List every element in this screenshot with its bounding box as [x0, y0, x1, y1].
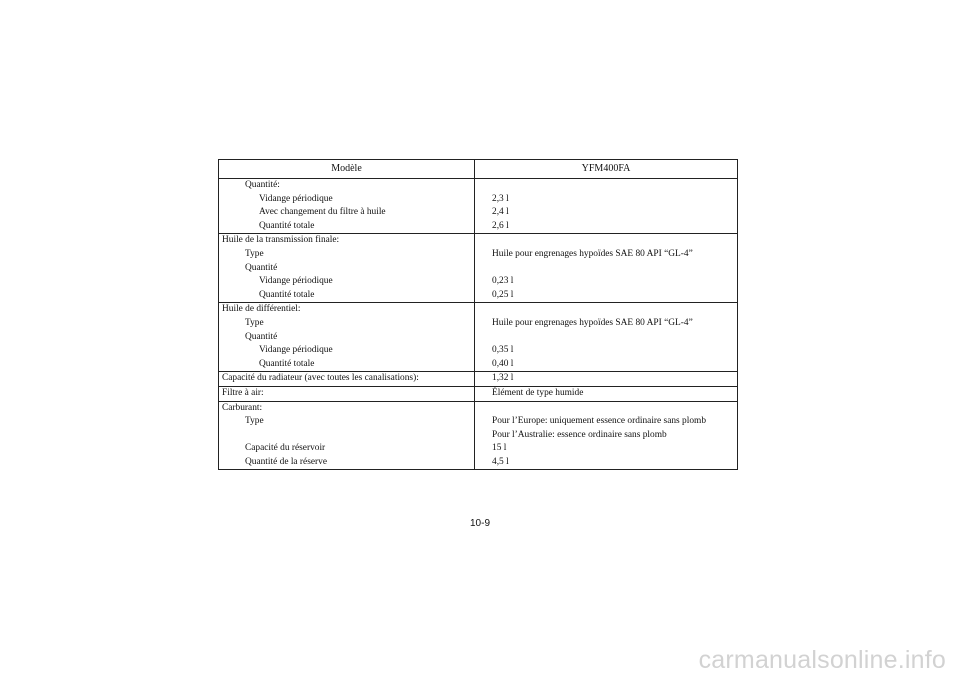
- spec-label: Avec changement du filtre à huile: [259, 207, 386, 218]
- spec-label: Quantité: [245, 331, 278, 342]
- spec-value: 0,35 l: [492, 345, 514, 356]
- spec-label: Quantité totale: [259, 220, 315, 231]
- spec-value: Pour l’Australie: essence ordinaire sans plomb: [492, 429, 667, 440]
- spec-value: Huile pour engrenages hypoïdes SAE 80 API “GL-4”: [492, 248, 693, 259]
- spec-label: Filtre à air:: [222, 387, 264, 398]
- spec-table: [218, 159, 738, 470]
- spec-value: 2,4 l: [492, 207, 509, 218]
- spec-value: Pour l’Europe: uniquement essence ordinaire sans plomb: [492, 416, 707, 427]
- table-section: [219, 372, 737, 387]
- table-section: [219, 234, 737, 303]
- spec-label-column: [219, 179, 475, 233]
- watermark: carmanualsonline.info: [698, 646, 946, 674]
- spec-label-column: [219, 303, 475, 371]
- spec-label: Type: [245, 416, 264, 427]
- spec-label-column: [219, 402, 475, 470]
- spec-value: 2,6 l: [492, 220, 509, 231]
- table-section: [219, 387, 737, 402]
- spec-label: Type: [245, 317, 264, 328]
- spec-label: Quantité:: [245, 180, 280, 190]
- spec-label: Vidange périodique: [259, 345, 333, 356]
- spec-label-column: [219, 234, 475, 302]
- spec-label: Quantité totale: [259, 289, 315, 300]
- table-section: [219, 303, 737, 372]
- spec-value-column: [475, 234, 737, 302]
- spec-label: Capacité du radiateur (avec toutes les canalisations):: [222, 373, 419, 384]
- spec-value: [475, 262, 737, 276]
- spec-label: Carburant:: [222, 402, 263, 413]
- spec-value-column: [475, 387, 737, 401]
- spec-value: 15 l: [492, 443, 507, 454]
- spec-label: Huile de la transmission finale:: [222, 235, 340, 246]
- spec-value: 1,32 l: [492, 373, 514, 384]
- spec-label: Type: [245, 248, 264, 259]
- model-value: YFM400FA: [581, 163, 631, 174]
- page-number: 10-9: [469, 518, 490, 529]
- spec-value: [475, 179, 737, 193]
- spec-label-column: [219, 372, 475, 386]
- spec-value: 0,23 l: [492, 276, 514, 287]
- spec-value: Huile pour engrenages hypoïdes SAE 80 API “GL-4”: [492, 317, 693, 328]
- model-label: Modèle: [219, 160, 475, 178]
- spec-value: 0,40 l: [492, 358, 514, 369]
- spec-value: Élément de type humide: [492, 387, 584, 398]
- spec-value: 0,25 l: [492, 289, 514, 300]
- spec-label: Capacité du réservoir: [245, 443, 326, 454]
- spec-value: [475, 402, 737, 416]
- spec-label-column: [219, 387, 475, 401]
- table-section: [219, 179, 737, 234]
- spec-value-column: [475, 179, 737, 233]
- spec-value: [475, 303, 737, 317]
- table-section: [219, 402, 737, 470]
- spec-label: Vidange périodique: [259, 276, 333, 287]
- spec-value: [475, 331, 737, 345]
- spec-value-column: [475, 402, 737, 470]
- spec-value-column: [475, 303, 737, 371]
- spec-value: 2,3 l: [492, 193, 509, 204]
- spec-label: Quantité de la réserve: [245, 456, 327, 467]
- spec-label: [219, 429, 474, 443]
- spec-value-column: [475, 372, 737, 386]
- spec-label: Vidange périodique: [259, 193, 333, 204]
- table-header: [219, 160, 737, 179]
- spec-label: Huile de différentiel:: [222, 304, 301, 315]
- spec-value: 4,5 l: [492, 456, 509, 467]
- spec-value: [475, 234, 737, 248]
- spec-label: Quantité totale: [259, 358, 315, 369]
- spec-label: Quantité: [245, 262, 278, 273]
